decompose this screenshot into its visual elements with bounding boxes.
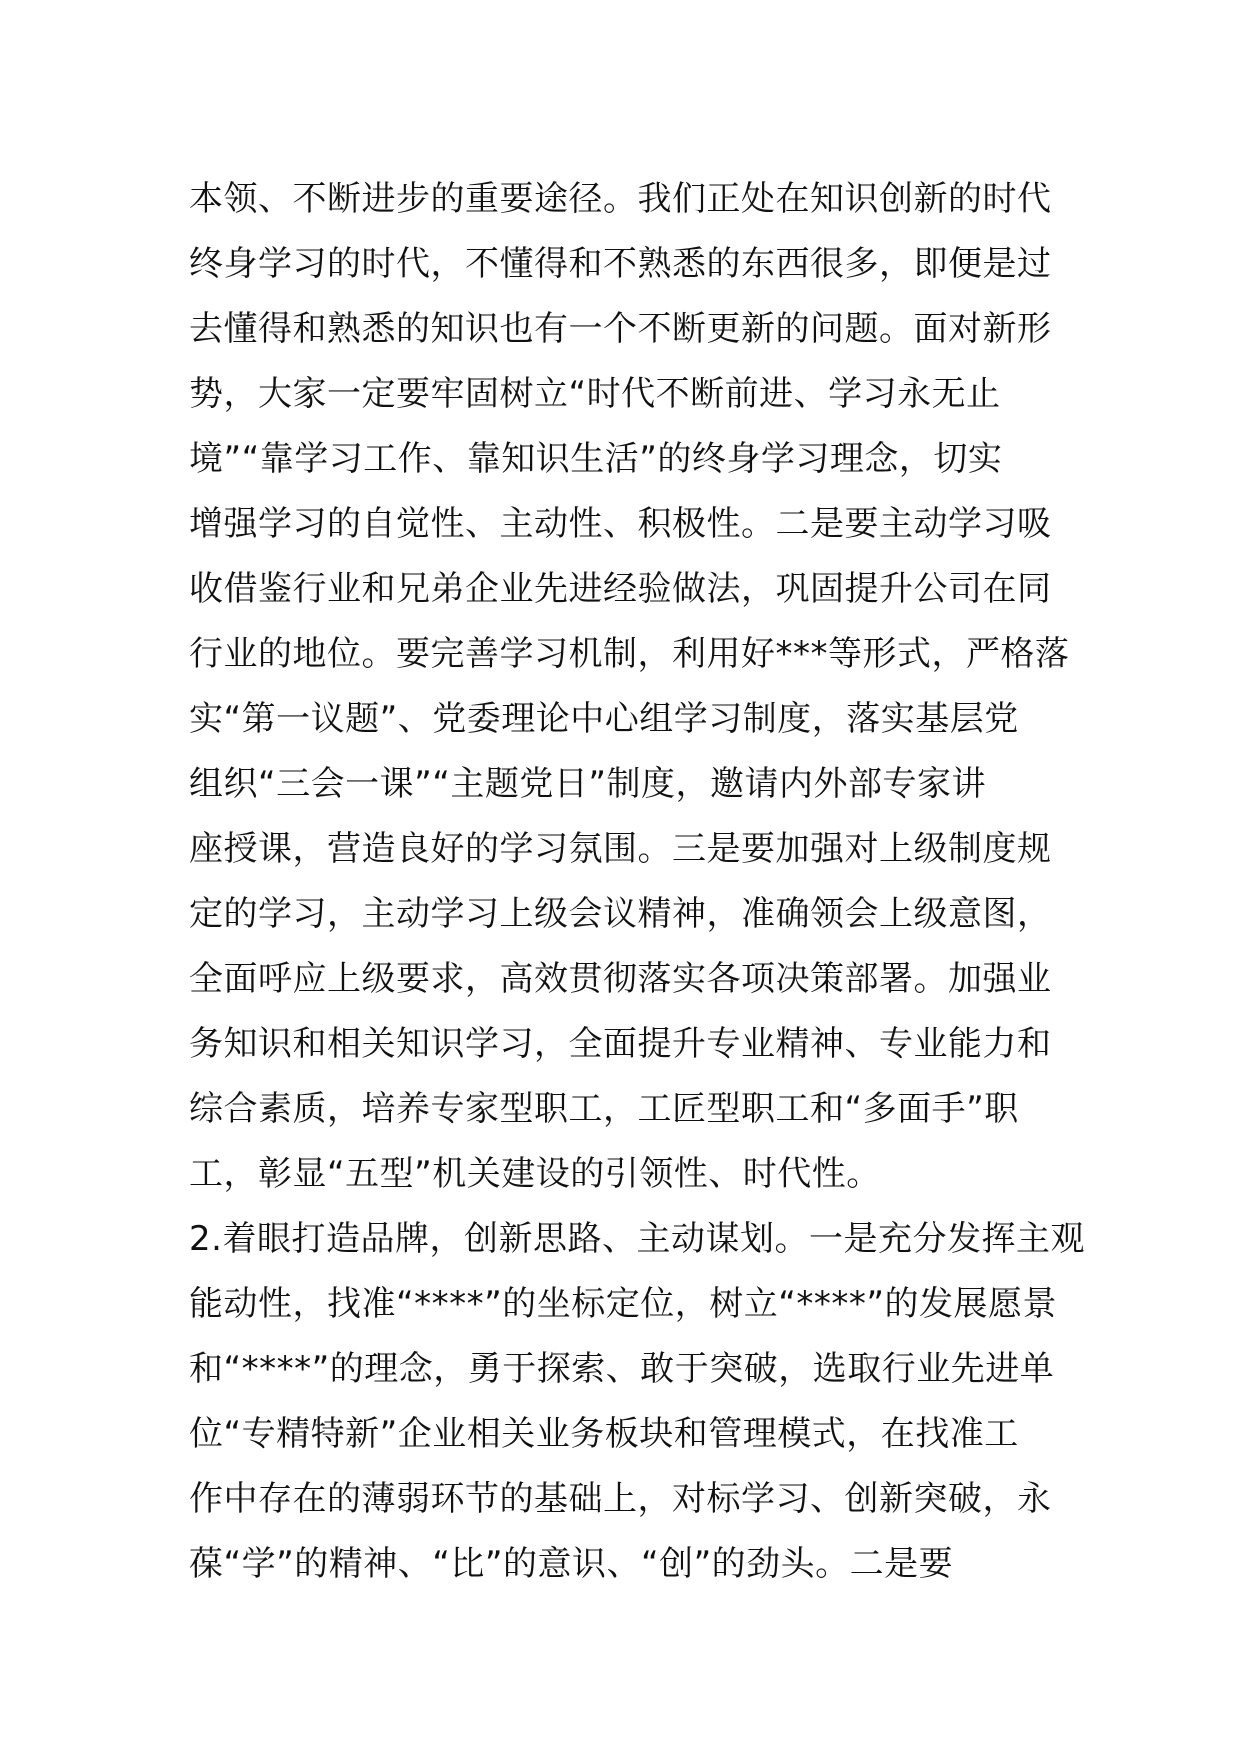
text-line: 组织“三会一课”“主题党日”制度，邀请内外部专家讲: [189, 764, 986, 804]
text-line: 收借鉴行业和兄弟企业先进经验做法，巩固提升公司在同: [189, 569, 1052, 609]
text-line: 葆“学”的精神、“比”的意识、“创”的劲头。二是要: [189, 1544, 954, 1584]
text-line: 实“第一议题”、党委理论中心组学习制度，落实基层党: [189, 699, 1019, 739]
text-line: 势，大家一定要牢固树立“时代不断前进、学习永无止: [189, 374, 1001, 414]
text-line: 境”“靠学习工作、靠知识生活”的终身学习理念，切实: [189, 439, 1003, 479]
text-line: 座授课，营造良好的学习氛围。三是要加强对上级制度规: [189, 829, 1052, 869]
text-line: 终身学习的时代，不懂得和不熟悉的东西很多，即便是过: [189, 244, 1052, 284]
text-line: 务知识和相关知识学习，全面提升专业精神、专业能力和: [189, 1024, 1052, 1064]
text-line: 综合素质，培养专家型职工，工匠型职工和“多面手”职: [189, 1089, 1019, 1129]
text-line: 本领、不断进步的重要途径。我们正处在知识创新的时代: [189, 179, 1052, 219]
text-line: 和“****”的理念，勇于探索、敢于突破，选取行业先进单: [189, 1349, 1055, 1389]
text-line: 行业的地位。要完善学习机制，利用好***等形式，严格落: [189, 634, 1070, 674]
text-line: 位“专精特新”企业相关业务板块和管理模式，在找准工: [189, 1414, 1019, 1454]
text-line: 能动性，找准“****”的坐标定位，树立“****”的发展愿景: [189, 1284, 1057, 1324]
body-text: [189, 167, 1085, 1597]
text-line: 全面呼应上级要求，高效贯彻落实各项决策部署。加强业: [189, 959, 1052, 999]
text-line: 工，彰显“五型”机关建设的引领性、时代性。: [189, 1154, 881, 1194]
text-line: 作中存在的薄弱环节的基础上，对标学习、创新突破，永: [189, 1479, 1052, 1519]
text-line: 去懂得和熟悉的知识也有一个不断更新的问题。面对新形: [189, 309, 1052, 349]
text-line: 定的学习，主动学习上级会议精神，准确领会上级意图，: [189, 894, 1052, 934]
section-heading-line: 2.着眼打造品牌，创新思路、主动谋划。一是充分发挥主观: [189, 1219, 1085, 1259]
text-line: 增强学习的自觉性、主动性、积极性。二是要主动学习吸: [189, 504, 1052, 544]
